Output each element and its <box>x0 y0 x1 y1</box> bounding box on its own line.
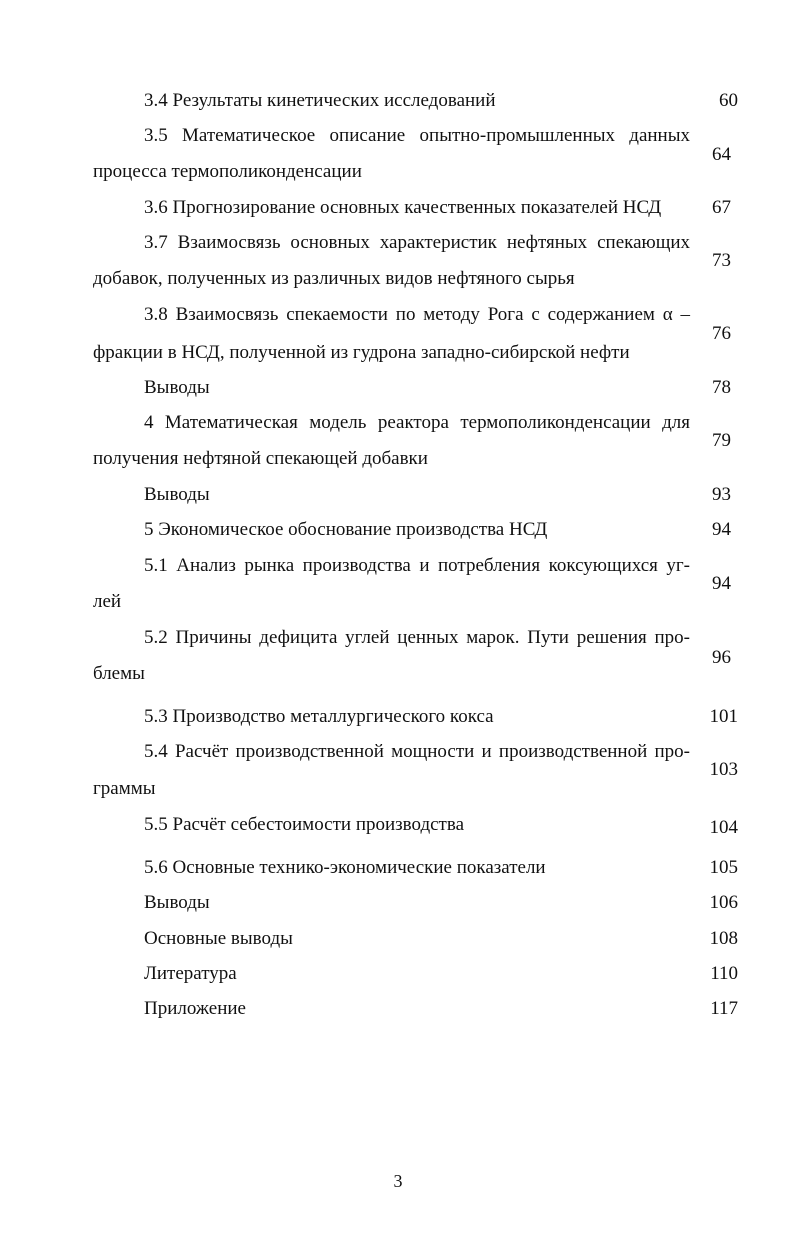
toc-entry-3-8-title-line2: фракции в НСД, полученной из гудрона западно-сибирской нефти <box>93 342 630 363</box>
toc-entry-3-4-title: 3.4 Результаты кинетических исследований <box>144 90 496 111</box>
toc-entry-3-4-page: 60 <box>719 90 738 111</box>
toc-entry-5-title: 5 Экономическое обоснование производства НСД <box>144 519 548 540</box>
toc-entry-5-6-page: 105 <box>709 857 738 878</box>
toc-entry-main-conclusions-page: 108 <box>709 928 738 949</box>
toc-entry-main-conclusions-title: Основные выводы <box>144 928 293 949</box>
toc-entry-4-title-line1: 4 Математическая модель реактора термополиконденсации для <box>144 412 690 433</box>
toc-entry-5-4-page: 103 <box>709 759 738 780</box>
toc-entry-3-7-title-line1: 3.7 Взаимосвязь основных характеристик нефтяных спекающих <box>144 232 690 253</box>
toc-entry-3-6-title: 3.6 Прогнозирование основных качественных показателей НСД <box>144 197 662 218</box>
toc-entry-3-8-title-line1: 3.8 Взаимосвязь спекаемости по методу Рога с содержанием α – <box>144 304 690 325</box>
toc-entry-conclusions-5-title: Выводы <box>144 892 210 913</box>
toc-entry-4-title-line2: получения нефтяной спекающей добавки <box>93 448 428 469</box>
toc-entry-references-title: Литература <box>144 963 237 984</box>
toc-entry-5-5-page: 104 <box>709 817 738 838</box>
toc-entry-3-6-page: 67 <box>712 197 731 218</box>
toc-entry-3-7-page: 73 <box>712 250 731 271</box>
toc-entry-conclusions-4-title: Выводы <box>144 484 210 505</box>
toc-entry-5-5-title: 5.5 Расчёт себестоимости производства <box>144 814 465 835</box>
toc-entry-conclusions-3-title: Выводы <box>144 377 210 398</box>
page-number: 3 <box>393 1171 403 1191</box>
toc-entry-conclusions-3-page: 78 <box>712 377 731 398</box>
toc-entry-5-4-title-line1: 5.4 Расчёт производственной мощности и производственной про- <box>144 741 690 762</box>
toc-entry-conclusions-5-page: 106 <box>709 892 738 913</box>
toc-entry-5-3-page: 101 <box>709 706 738 727</box>
toc-entry-5-page: 94 <box>712 519 731 540</box>
toc-entry-appendix-title: Приложение <box>144 998 246 1019</box>
toc-entry-conclusions-4-page: 93 <box>712 484 731 505</box>
toc-entry-5-2-page: 96 <box>712 647 731 668</box>
toc-entry-3-5-title-line1: 3.5 Математическое описание опытно-промышленных данных <box>144 125 690 146</box>
toc-entry-references-page: 110 <box>710 963 738 984</box>
toc-entry-3-5-title-line2: процесса термополиконденсации <box>93 161 362 182</box>
toc-entry-5-6-title: 5.6 Основные технико-экономические показатели <box>144 857 546 878</box>
toc-entry-5-1-title-line1: 5.1 Анализ рынка производства и потребления коксующихся уг- <box>144 555 690 576</box>
toc-entry-3-5-page: 64 <box>712 144 731 165</box>
toc-entry-5-1-page: 94 <box>712 573 731 594</box>
toc-entry-5-1-title-line2: лей <box>93 591 122 612</box>
toc-entry-5-2-title-line2: блемы <box>93 663 145 684</box>
toc-entry-4-page: 79 <box>712 430 731 451</box>
toc-entry-5-3-title: 5.3 Производство металлургического кокса <box>144 706 494 727</box>
toc-entry-3-7-title-line2: добавок, полученных из различных видов нефтяного сырья <box>93 268 575 289</box>
toc-entry-5-4-title-line2: граммы <box>93 778 156 799</box>
toc-entry-5-2-title-line1: 5.2 Причины дефицита углей ценных марок. Пути решения про- <box>144 627 690 648</box>
toc-entry-3-8-page: 76 <box>712 323 731 344</box>
toc-entry-appendix-page: 117 <box>710 998 738 1019</box>
